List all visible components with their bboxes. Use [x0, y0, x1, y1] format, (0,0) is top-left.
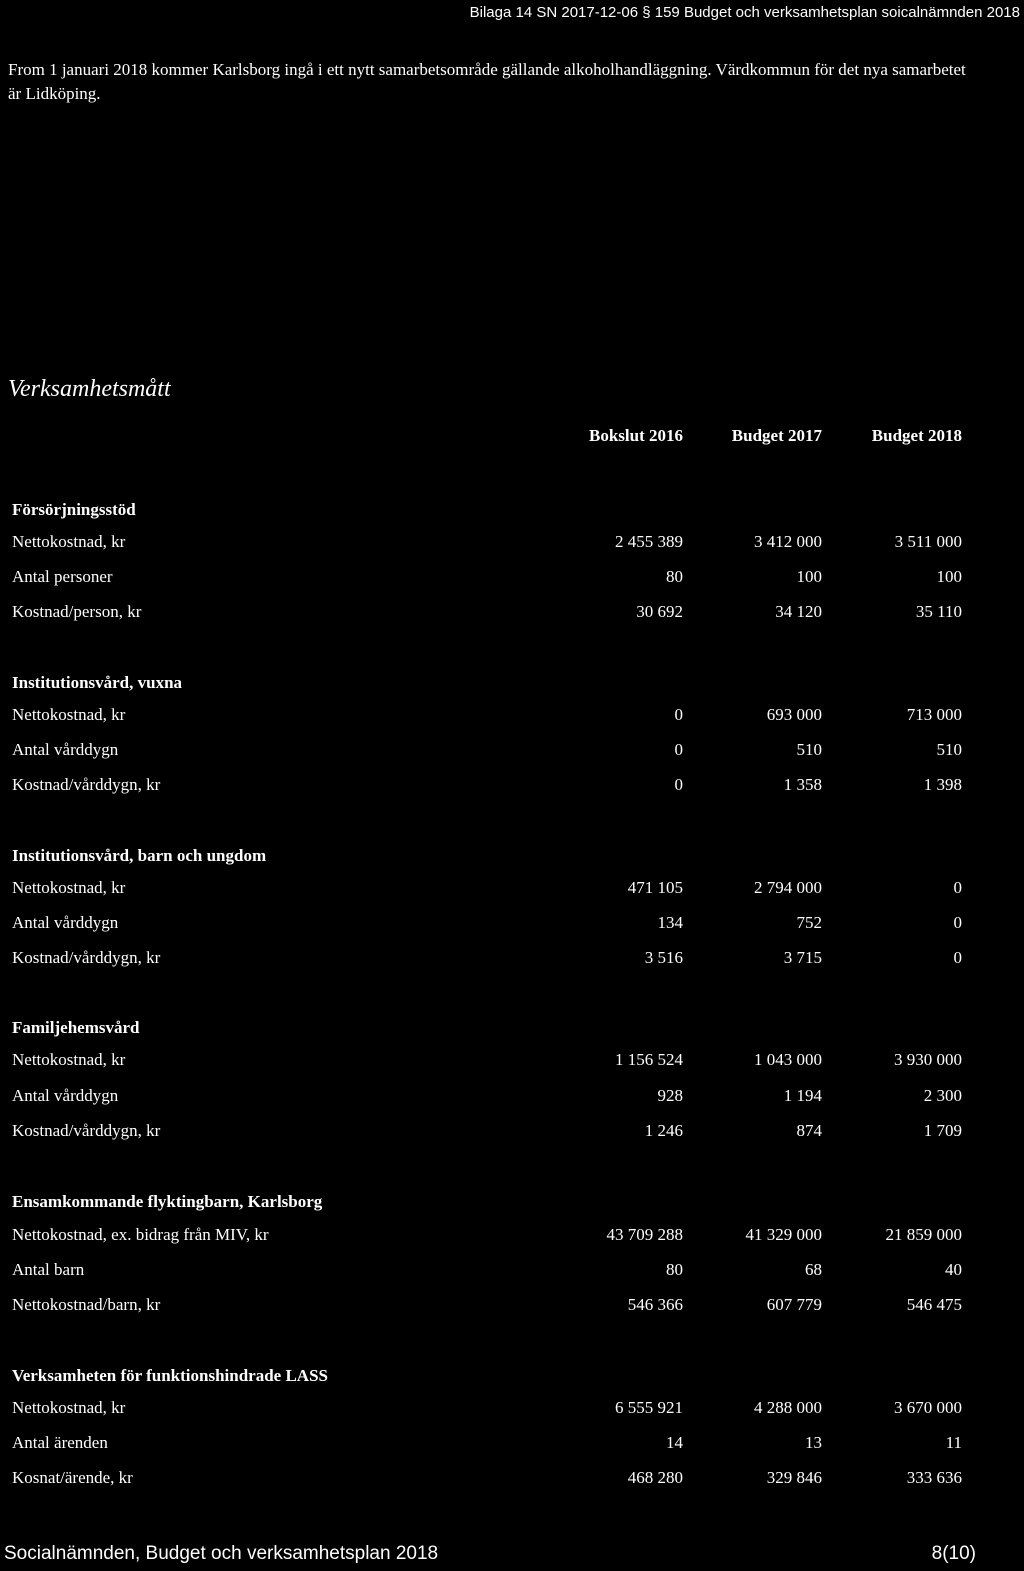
row-label: Nettokostnad, kr [12, 1050, 126, 1069]
row-label: Nettokostnad, kr [12, 705, 126, 724]
row-value: 134 [657, 913, 683, 932]
row-label: Nettokostnad, ex. bidrag från MIV, kr [12, 1225, 269, 1244]
row-label: Kostnad/vårddygn, kr [12, 948, 161, 967]
row-value: 546 366 [627, 1295, 683, 1314]
column-header-budget-2018: Budget 2018 [871, 426, 962, 445]
row-value: 4 288 000 [754, 1398, 822, 1417]
row-value: 510 [796, 740, 822, 759]
row-label: Kostnad/person, kr [12, 602, 142, 621]
row-value: 3 511 000 [894, 532, 962, 551]
row-value: 1 156 524 [615, 1050, 683, 1069]
row-value: 1 043 000 [754, 1050, 822, 1069]
row-label: Antal personer [12, 567, 113, 586]
row-value: 3 516 [644, 948, 683, 967]
page-header: Bilaga 14 SN 2017-12-06 § 159 Budget och verksamhetsplan soicalnämnden 2018 [469, 4, 1020, 21]
row-label: Nettokostnad/barn, kr [12, 1295, 161, 1314]
row-value: 546 475 [906, 1295, 962, 1314]
row-value: 3 670 000 [894, 1398, 962, 1417]
row-label: Antal barn [12, 1260, 85, 1279]
row-value: 14 [666, 1433, 683, 1452]
row-label: Antal vårddygn [12, 1086, 119, 1105]
column-header-bokslut-2016: Bokslut 2016 [589, 426, 683, 445]
section-title: Verksamhetsmått [8, 376, 171, 402]
row-value: 2 300 [923, 1086, 962, 1105]
row-value: 0 [953, 913, 962, 932]
group-title: Familjehemsvård [12, 1018, 140, 1037]
row-label: Nettokostnad, kr [12, 878, 126, 897]
row-value: 80 [666, 567, 683, 586]
row-value: 100 [796, 567, 822, 586]
row-label: Kostnad/vårddygn, kr [12, 775, 161, 794]
row-value: 2 455 389 [615, 532, 683, 551]
group-title: Ensamkommande flyktingbarn, Karlsborg [12, 1192, 323, 1211]
row-value: 0 [953, 948, 962, 967]
column-header-budget-2017: Budget 2017 [731, 426, 822, 445]
row-value: 713 000 [906, 705, 962, 724]
row-value: 2 794 000 [754, 878, 822, 897]
row-value: 329 846 [766, 1468, 822, 1487]
row-label: Antal vårddygn [12, 913, 119, 932]
row-value: 752 [796, 913, 822, 932]
row-value: 35 110 [915, 602, 962, 621]
row-value: 1 709 [923, 1121, 962, 1140]
row-value: 68 [805, 1260, 822, 1279]
row-value: 510 [936, 740, 962, 759]
row-value: 80 [666, 1260, 683, 1279]
row-value: 0 [674, 705, 683, 724]
row-value: 874 [796, 1121, 822, 1140]
row-value: 3 412 000 [754, 532, 822, 551]
intro-paragraph: From 1 januari 2018 kommer Karlsborg ingå i ett nytt samarbetsområde gällande alkoholhandläggning. Värdkommun för det nya samarbetet är Lidköping. [8, 60, 966, 103]
row-value: 1 398 [923, 775, 962, 794]
row-value: 0 [674, 775, 683, 794]
group-title: Institutionsvård, barn och ungdom [12, 846, 267, 865]
row-value: 3 930 000 [894, 1050, 962, 1069]
row-label: Nettokostnad, kr [12, 532, 126, 551]
row-value: 1 246 [644, 1121, 683, 1140]
row-value: 34 120 [775, 602, 822, 621]
row-value: 11 [945, 1433, 962, 1452]
row-value: 0 [953, 878, 962, 897]
row-label: Nettokostnad, kr [12, 1398, 126, 1417]
row-value: 333 636 [906, 1468, 962, 1487]
row-value: 3 715 [783, 948, 822, 967]
footer-title: Socialnämnden, Budget och verksamhetsplan 2018 [4, 1543, 439, 1564]
group-title: Verksamheten för funktionshindrade LASS [12, 1366, 328, 1385]
row-value: 13 [805, 1433, 822, 1452]
group-title: Institutionsvård, vuxna [12, 673, 183, 692]
row-value: 1 358 [783, 775, 822, 794]
row-value: 1 194 [783, 1086, 822, 1105]
row-value: 0 [674, 740, 683, 759]
row-value: 21 859 000 [885, 1225, 962, 1244]
row-value: 100 [936, 567, 962, 586]
row-value: 40 [945, 1260, 962, 1279]
row-label: Antal vårddygn [12, 740, 119, 759]
row-value: 43 709 288 [606, 1225, 683, 1244]
row-value: 468 280 [627, 1468, 683, 1487]
row-label: Kosnat/ärende, kr [12, 1468, 133, 1487]
page-number: 8(10) [931, 1543, 976, 1564]
row-value: 693 000 [766, 705, 822, 724]
group-title: Försörjningsstöd [12, 500, 136, 519]
row-value: 41 329 000 [745, 1225, 822, 1244]
row-value: 928 [657, 1086, 683, 1105]
row-value: 471 105 [627, 878, 683, 897]
row-value: 607 779 [766, 1295, 822, 1314]
row-label: Antal ärenden [12, 1433, 108, 1452]
row-value: 30 692 [636, 602, 683, 621]
row-value: 6 555 921 [615, 1398, 683, 1417]
row-label: Kostnad/vårddygn, kr [12, 1121, 161, 1140]
